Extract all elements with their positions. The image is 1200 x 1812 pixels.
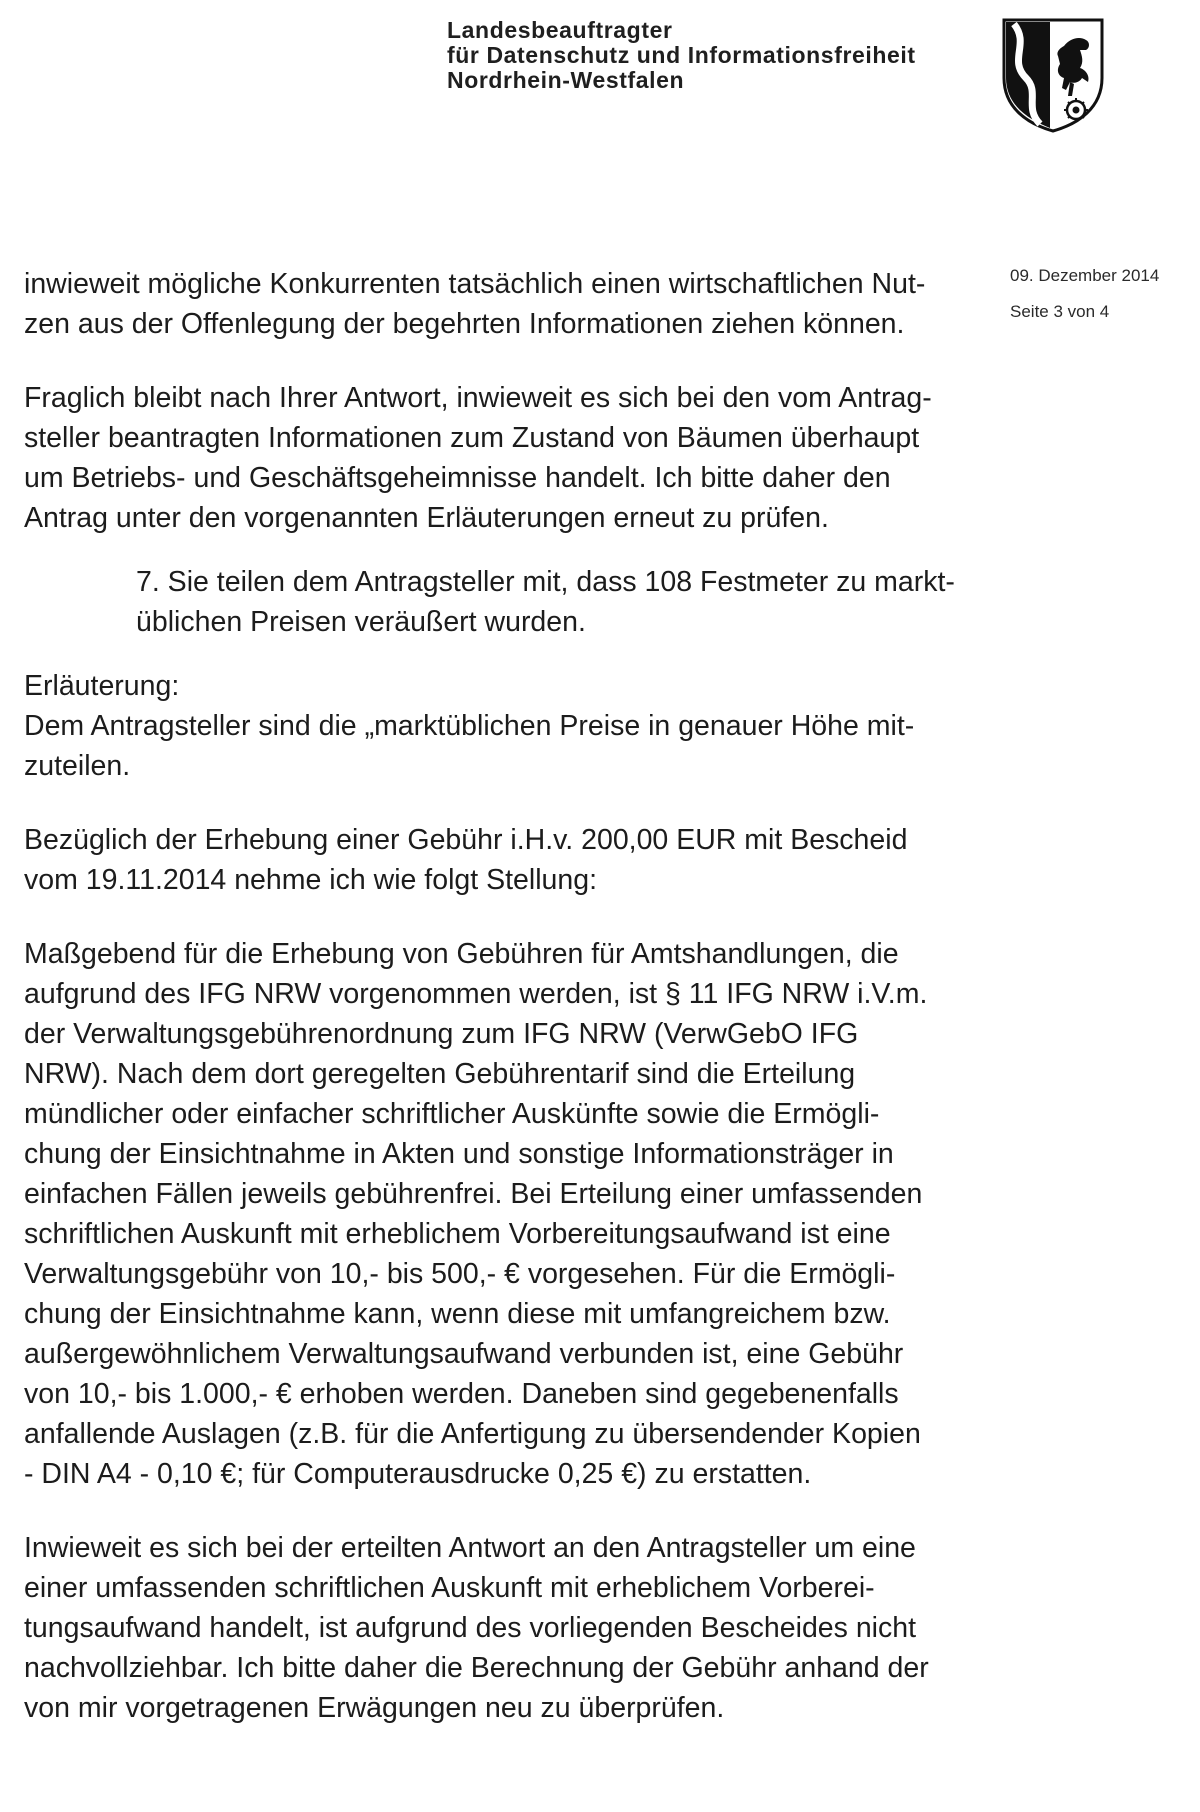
paragraph-4: [24, 820, 984, 900]
text-line: Maßgebend für die Erhebung von Gebühren für Amtshandlungen, die: [24, 938, 899, 970]
letter-body: [24, 264, 984, 1728]
letterhead-line-2: für Datenschutz und Informationsfreiheit: [447, 42, 916, 68]
text-line: nachvollziehbar. Ich bitte daher die Berechnung der Gebühr anhand der: [24, 1652, 929, 1684]
text-line: Bezüglich der Erhebung einer Gebühr i.H.v. 200,00 EUR mit Bescheid: [24, 824, 908, 856]
text-line: - DIN A4 - 0,10 €; für Computerausdrucke 0,25 €) zu erstatten.: [24, 1458, 812, 1490]
text-line: einer umfassenden schriftlichen Auskunft mit erheblichem Vorberei-: [24, 1572, 875, 1604]
text-line: chung der Einsichtnahme in Akten und sonstige Informationsträger in: [24, 1138, 894, 1170]
text-line: tungsaufwand handelt, ist aufgrund des vorliegenden Bescheides nicht: [24, 1612, 917, 1644]
letterhead-line-1: Landesbeauftragter: [447, 17, 673, 43]
text-line: Antrag unter den vorgenannten Erläuterungen erneut zu prüfen.: [24, 502, 829, 534]
text-line: einfachen Fällen jeweils gebührenfrei. Bei Erteilung einer umfassenden: [24, 1178, 923, 1210]
page-number: Seite 3 von 4: [1010, 302, 1110, 321]
text-line: zen aus der Offenlegung der begehrten Informationen ziehen können.: [24, 308, 905, 340]
text-line: um Betriebs- und Geschäftsgeheimnisse handelt. Ich bitte daher den: [24, 462, 891, 494]
list-item-7: [24, 562, 984, 642]
text-line: anfallende Auslagen (z.B. für die Anfertigung zu übersendender Kopien: [24, 1418, 921, 1450]
text-line: mündlicher oder einfacher schriftlicher Auskünfte sowie die Ermögli-: [24, 1098, 880, 1130]
letterhead-line-3: Nordrhein-Westfalen: [447, 67, 685, 93]
letterhead: [447, 18, 916, 93]
paragraph-1: [24, 264, 984, 344]
text-line: NRW). Nach dem dort geregelten Gebührentarif sind die Erteilung: [24, 1058, 856, 1090]
text-line: Inwieweit es sich bei der erteilten Antwort an den Antragsteller um eine: [24, 1532, 916, 1564]
text-line: schriftlichen Auskunft mit erheblichem Vorbereitungsaufwand ist eine: [24, 1218, 891, 1250]
nrw-coat-of-arms-icon: [1000, 16, 1106, 134]
paragraph-6: [24, 1528, 984, 1728]
text-line: inwieweit mögliche Konkurrenten tatsächlich einen wirtschaftlichen Nut-: [24, 268, 926, 300]
letter-date: 09. Dezember 2014: [1010, 266, 1160, 285]
paragraph-5: [24, 934, 984, 1494]
text-line: üblichen Preisen veräußert wurden.: [136, 606, 586, 638]
text-line: chung der Einsichtnahme kann, wenn diese mit umfangreichem bzw.: [24, 1298, 891, 1330]
text-line: von mir vorgetragenen Erwägungen neu zu überprüfen.: [24, 1692, 725, 1724]
text-line: vom 19.11.2014 nehme ich wie folgt Stellung:: [24, 864, 597, 896]
text-line: von 10,- bis 1.000,- € erhoben werden. Daneben sind gegebenenfalls: [24, 1378, 899, 1410]
text-line: außergewöhnlichem Verwaltungsaufwand verbunden ist, eine Gebühr: [24, 1338, 904, 1370]
text-line: Fraglich bleibt nach Ihrer Antwort, inwieweit es sich bei den vom Antrag-: [24, 382, 932, 414]
paragraph-2: [24, 378, 984, 538]
text-line: steller beantragten Informationen zum Zustand von Bäumen überhaupt: [24, 422, 920, 454]
text-line: Erläuterung:: [24, 670, 180, 702]
date-sidebar: [1010, 264, 1159, 324]
text-line: Verwaltungsgebühr von 10,- bis 500,- € vorgesehen. Für die Ermögli-: [24, 1258, 896, 1290]
text-line: aufgrund des IFG NRW vorgenommen werden, ist § 11 IFG NRW i.V.m.: [24, 978, 928, 1010]
text-line: Dem Antragsteller sind die „marktüblichen Preise in genauer Höhe mit-: [24, 710, 915, 742]
text-line: zuteilen.: [24, 750, 131, 782]
text-line: der Verwaltungsgebührenordnung zum IFG NRW (VerwGebO IFG: [24, 1018, 859, 1050]
paragraph-3: [24, 666, 984, 786]
text-line: 7. Sie teilen dem Antragsteller mit, dass 108 Festmeter zu markt-: [136, 566, 955, 598]
